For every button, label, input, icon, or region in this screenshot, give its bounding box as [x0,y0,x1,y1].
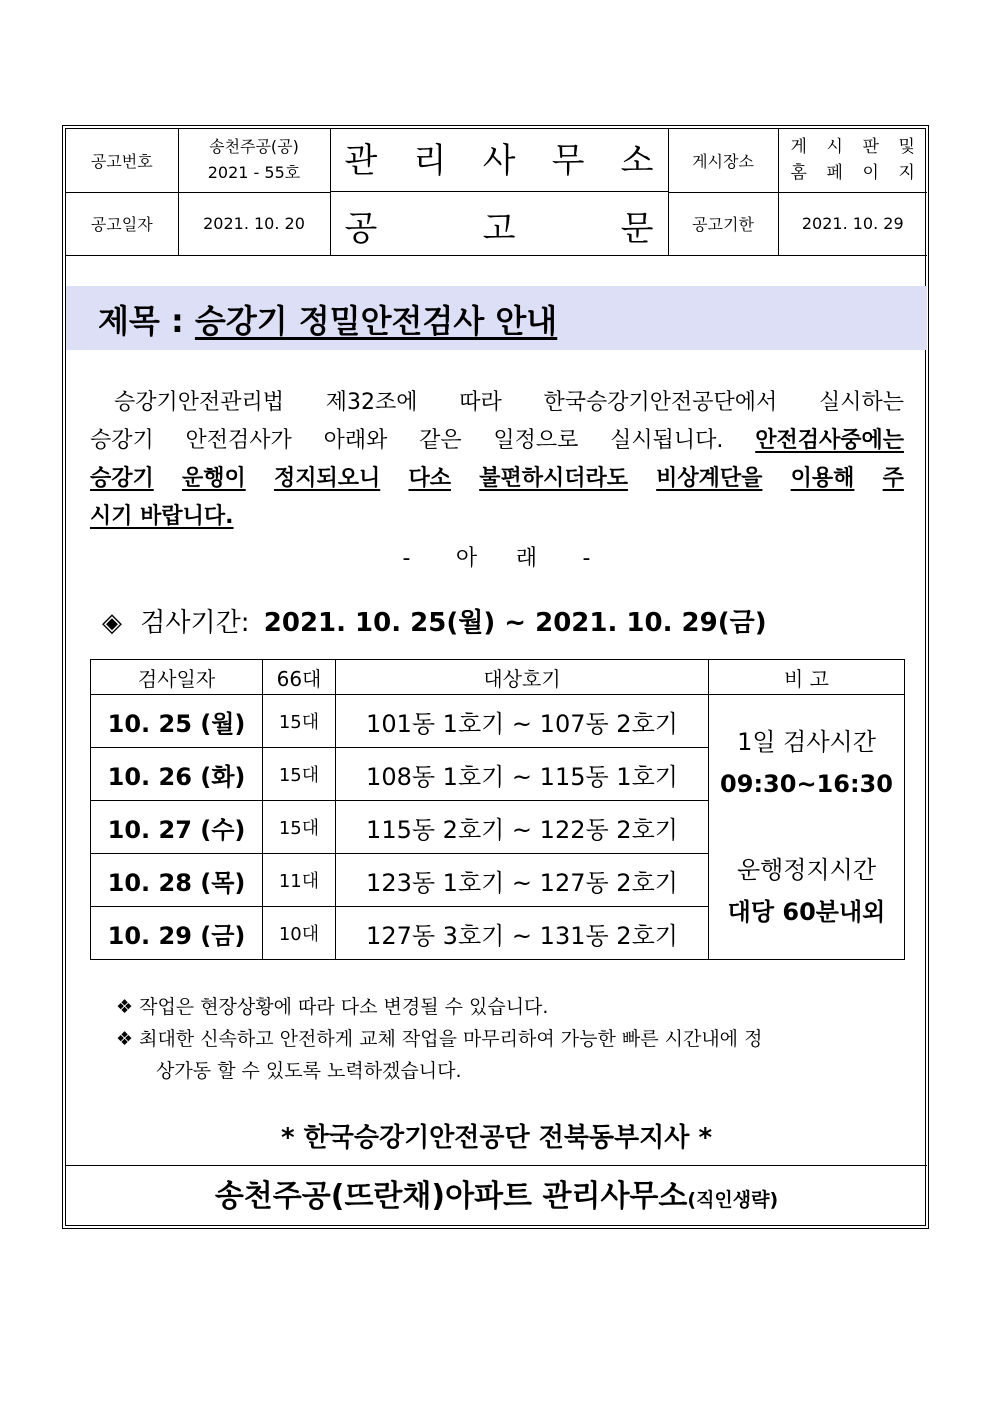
period-label: 검사기간: [140,608,250,638]
footer-office: 송천주공(뜨란채)아파트 관리사무소 [214,1179,688,1214]
row-count: 15대 [263,695,336,748]
office-title [331,133,668,182]
body-paragraph [90,384,904,536]
notice-inner-frame [65,128,926,1226]
post-place-char: 판 [862,137,879,158]
notice-date-label: 공고일자 [66,192,178,255]
notice-frame [62,125,929,1229]
post-place-char: 이 [862,163,879,184]
remark-line4: 대당 60분내외 [727,898,886,926]
post-place-char: 페 [826,163,843,184]
post-place-value [778,129,927,192]
inspection-period [102,602,767,639]
deadline-value: 2021. 10. 29 [778,192,927,255]
subject-prefix: 제목 : [98,302,184,340]
header-remark: 비 고 [709,660,905,695]
note-continuation: 상가동 할 수 있도록 노력하겠습니다. [156,1060,462,1082]
below-heading [66,541,927,572]
schedule-header-row [91,660,905,695]
footer-seal-note: (직인생략) [687,1189,779,1211]
body-word: 승강기 [90,428,154,453]
body-emphasis: 안전검사중에는 [755,428,904,453]
footer [66,1165,927,1228]
body-word: 비상계단을 [656,466,763,491]
remark-line2: 09:30~16:30 [720,770,893,798]
body-word: 실시됩니다. [610,428,724,453]
notes-list [116,991,762,1087]
note-text: 최대한 신속하고 안전하게 교체 작업을 마무리하여 가능한 빠른 시간내에 정 [139,1028,763,1050]
notice-no-value [178,129,330,192]
table-row [91,695,905,748]
note-item [116,991,762,1023]
row-date: 10. 25 (월) [91,695,263,748]
body-word: 승강기 [90,466,154,491]
office-char: 관 [344,141,378,182]
post-place-char: 지 [898,163,915,184]
notice-header-table [66,129,927,256]
notice-char: 고 [482,209,516,250]
body-word: 운행이 [181,466,246,491]
notice-subject [98,296,557,342]
note-item [116,1023,762,1055]
post-place-char: 시 [826,137,843,158]
body-word: 따라 [459,390,502,415]
body-word: 실시하는 [818,390,904,415]
body-emphasis: 시기 바랍니다. [90,504,234,529]
remark-line3: 운행정지시간 [736,856,877,884]
row-count: 15대 [263,801,336,854]
header-range: 대상호기 [336,660,709,695]
notice-no-label: 공고번호 [66,129,178,192]
body-word: 정지되오니 [273,466,381,491]
body-word: 다소 [408,466,451,491]
body-word: 아래와 [323,428,388,453]
diamond-bullet-icon: ◈ [102,608,122,638]
row-date: 10. 29 (금) [91,907,263,960]
notice-no-line1: 송천주공(공) [209,137,299,157]
row-range: 127동 3호기 ~ 131동 2호기 [336,907,709,960]
row-range: 115동 2호기 ~ 122동 2호기 [336,801,709,854]
row-date: 10. 28 (목) [91,854,263,907]
post-place-line1 [779,134,928,160]
row-count: 10대 [263,907,336,960]
below-char: - [582,546,591,571]
row-count: 15대 [263,748,336,801]
issuer-line: * 한국승강기안전공단 전북동부지사 * [280,1123,713,1153]
below-char: 아 [455,546,478,571]
office-char: 소 [620,141,654,182]
office-char: 무 [551,141,585,182]
row-range: 101동 1호기 ~ 107동 2호기 [336,695,709,748]
remark-line1: 1일 검사시간 [737,728,876,756]
body-word: 주 [882,466,904,491]
notice-no-line2: 2021 - 55호 [207,163,301,183]
remark-cell [709,695,905,960]
body-word: 안전검사가 [185,428,292,453]
deadline-label: 공고기한 [668,192,778,255]
body-line-4 [90,498,904,536]
body-word: 한국승강기안전공단에서 [543,390,778,415]
body-word: 같은 [419,428,462,453]
body-word: 승강기안전관리법 [114,390,285,415]
note-bullet-icon: ❖ [116,996,134,1018]
header-count: 66대 [263,660,336,695]
body-word: 일정으로 [493,428,579,453]
row-range: 123동 1호기 ~ 127동 2호기 [336,854,709,907]
body-line-1 [90,384,904,422]
note-bullet-icon: ❖ [116,1028,134,1050]
below-char: - [402,546,411,571]
body-word: 이용해 [790,466,855,491]
schedule-table [90,659,905,960]
notice-title [331,201,668,250]
body-line-2 [90,422,904,460]
office-char: 사 [482,141,516,182]
office-char: 리 [413,141,447,182]
header-date: 검사일자 [91,660,263,695]
post-place-char: 게 [790,137,807,158]
notice-char: 문 [620,209,654,250]
post-place-label: 게시장소 [668,129,778,192]
post-place-char: 홈 [790,163,807,184]
body-word: 제32조에 [325,390,418,415]
body-line-3 [90,460,904,498]
notice-char: 공 [344,209,378,250]
period-value: 2021. 10. 25(월) ~ 2021. 10. 29(금) [263,608,767,638]
post-place-char: 및 [898,137,915,158]
note-text: 작업은 현장상황에 따라 다소 변경될 수 있습니다. [139,996,549,1018]
subject-text: 승강기 정밀안전검사 안내 [194,302,558,340]
row-date: 10. 27 (수) [91,801,263,854]
post-place-line2 [779,160,928,186]
notice-date-value: 2021. 10. 20 [178,192,330,255]
row-count: 11대 [263,854,336,907]
office-title-cell [330,129,668,255]
title-band [66,286,927,350]
row-date: 10. 26 (화) [91,748,263,801]
body-word: 불편하시더라도 [479,466,628,491]
row-range: 108동 1호기 ~ 115동 1호기 [336,748,709,801]
below-char: 래 [515,546,538,571]
